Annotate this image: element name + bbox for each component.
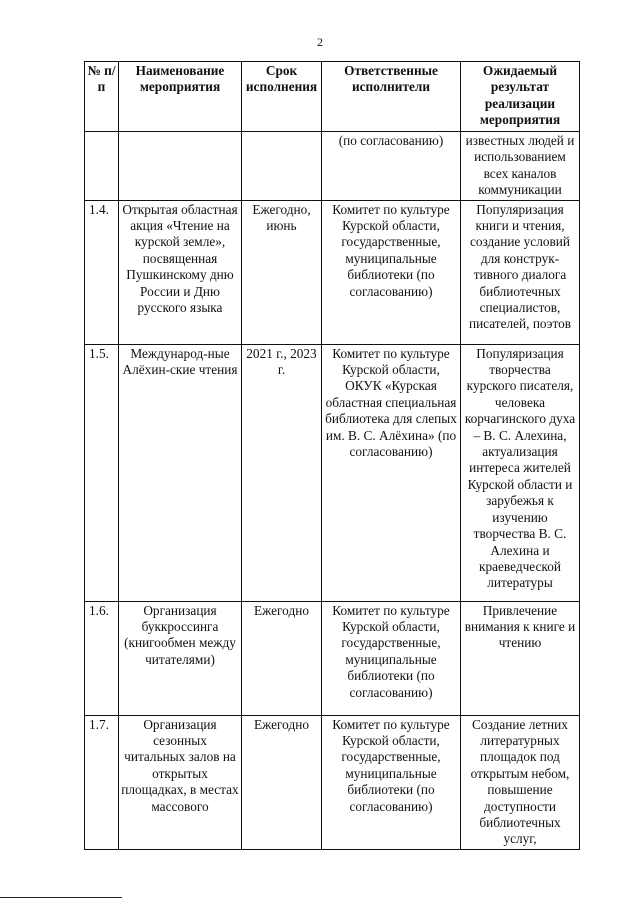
table-header-row — [85, 62, 580, 132]
row-term: Ежегодно — [242, 715, 322, 849]
row-responsible: Комитет по культуре Курской области, ОКУК «Курская областная специальная библиотека для слепых им. В. С. Алёхина» (по согласованию) — [322, 344, 461, 601]
header-term: Срок исполнения — [242, 62, 322, 132]
table-row — [85, 601, 580, 715]
row-result: Привлечение внимания к книге и чтению — [461, 601, 580, 715]
row-term: Ежегодно, июнь — [242, 200, 322, 344]
row-result: Популяризация творчества курского писателя, человека корчагинского духа – В. С. Алехина, актуализация интереса жителей Курской области и зарубежья к изучению творчества В. С. Алехина и краеведческой литературы — [461, 344, 580, 601]
row-name — [119, 132, 242, 201]
row-responsible: Комитет по культуре Курской области, государственные, муниципальные библиотеки (по согласованию) — [322, 715, 461, 849]
header-name: Наименование мероприятия — [119, 62, 242, 132]
row-name: Организация буккроссинга (книгообмен между читателями) — [119, 601, 242, 715]
events-table — [84, 61, 580, 850]
row-num: 1.4. — [85, 200, 119, 344]
table-row — [85, 132, 580, 201]
row-name: Организация сезонных читальных залов на открытых площадках, в местах массового — [119, 715, 242, 849]
row-term: Ежегодно — [242, 601, 322, 715]
row-result: Популяризация книги и чтения, создание условий для конструк-тивного диалога библиотечных специалистов, писателей, поэтов — [461, 200, 580, 344]
header-responsible: Ответственные исполнители — [322, 62, 461, 132]
header-num: № п/п — [85, 62, 119, 132]
row-num: 1.6. — [85, 601, 119, 715]
table-row — [85, 200, 580, 344]
page-number: 2 — [317, 35, 323, 49]
header-result: Ожидаемый результат реализации мероприятия — [461, 62, 580, 132]
row-num: 1.5. — [85, 344, 119, 601]
row-term: 2021 г., 2023 г. — [242, 344, 322, 601]
table-row — [85, 344, 580, 601]
row-responsible: (по согласованию) — [322, 132, 461, 201]
row-result: известных людей и использованием всех каналов коммуникации — [461, 132, 580, 201]
row-responsible: Комитет по культуре Курской области, государственные, муниципальные библиотеки (по согласованию) — [322, 200, 461, 344]
row-term — [242, 132, 322, 201]
row-responsible: Комитет по культуре Курской области, государственные, муниципальные библиотеки (по согласованию) — [322, 601, 461, 715]
table-row — [85, 715, 580, 849]
row-num — [85, 132, 119, 201]
row-name: Международ-ные Алёхин-ские чтения — [119, 344, 242, 601]
row-result: Создание летних литературных площадок под открытым небом, повышение доступности библиотечных услуг, — [461, 715, 580, 849]
row-num: 1.7. — [85, 715, 119, 849]
footnote-separator — [0, 897, 122, 898]
row-name: Открытая областная акция «Чтение на курской земле», посвященная Пушкинскому дню России и Дню русского языка — [119, 200, 242, 344]
